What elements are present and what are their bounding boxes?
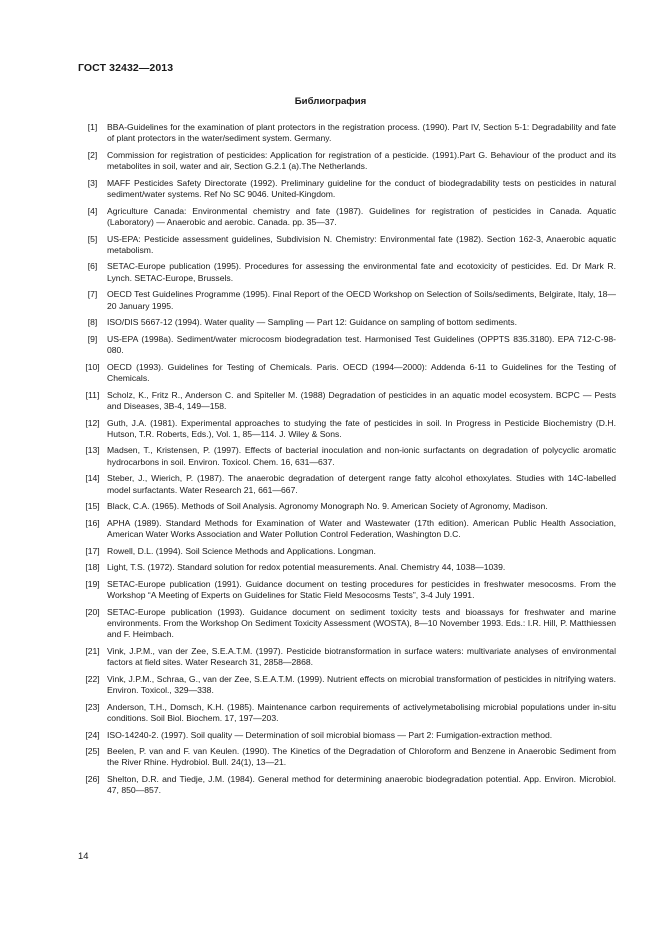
reference-text: Anderson, T.H., Domsch, K.H. (1985). Maintenance carbon requirements of activelymetabolising microbial populations under in-situ conditions. Soil Biol. Biochem. 17, 197—203. bbox=[107, 701, 616, 723]
reference-number: [20] bbox=[85, 606, 100, 617]
reference-number: [10] bbox=[85, 361, 100, 372]
reference-item bbox=[78, 418, 616, 441]
reference-text: Beelen, P. van and F. van Keulen. (1990). The Kinetics of the Degradation of Chloroform and Benzene in Anaerobic Sediment from the River Rhine. Hydrobiol. Bull. 24(1), 13—21. bbox=[107, 746, 616, 768]
reference-text: ISO-14240-2. (1997). Soil quality — Determination of soil microbial biomass — Part 2: Fumigation-extraction method. bbox=[107, 729, 553, 740]
page-number: 14 bbox=[78, 850, 89, 861]
reference-text: US-EPA (1998a). Sediment/water microcosm biodegradation test. Harmonised Test Guidelines (OPPTS 835.3180). EPA 712-C-98-080. bbox=[107, 333, 616, 356]
reference-text: Agriculture Canada: Environmental chemistry and fate (1987). Guidelines for registration of pesticides in Canada. Aquatic (Laboratory) — Anaerobic and aerobic. Canada. pp. 35—37. bbox=[107, 205, 616, 227]
reference-number: [5] bbox=[87, 233, 98, 244]
reference-item bbox=[78, 261, 616, 284]
reference-text: Black, C.A. (1965). Methods of Soil Analysis. Agronomy Monograph No. 9. American Society of Agronomy, Madison. bbox=[107, 501, 548, 512]
reference-text: SETAC-Europe publication (1995). Procedures for assessing the environmental fate and ecotoxicity of pesticides. Ed. Dr Mark R. Lynch. SETAC-Europe, Brussels. bbox=[107, 261, 616, 283]
reference-item bbox=[78, 317, 616, 328]
reference-text: BBA-Guidelines for the examination of plant protectors in the registration process. (1990). Part IV, Section 5-1: Degradability and fate of plant protectors in the water/sediment system. Germany. bbox=[107, 122, 616, 144]
reference-number: [22] bbox=[85, 673, 100, 684]
reference-item bbox=[78, 362, 616, 385]
reference-text: SETAC-Europe publication (1991). Guidance document on testing procedures for pesticides in freshwater mesocosms. From the Workshop “A Meeting of Experts on Guidelines for Static Field Mesocosms Tests”, 3-4 July 1991. bbox=[107, 578, 616, 601]
reference-number: [2] bbox=[87, 149, 98, 160]
reference-number: [14] bbox=[85, 473, 100, 484]
reference-number: [4] bbox=[87, 205, 98, 216]
reference-number: [15] bbox=[85, 501, 100, 512]
reference-text: SETAC-Europe publication (1993). Guidance document on sediment toxicity tests and bioassays for freshwater and marine environments. From the Workshop On Sediment Toxicity Assessment (WOSTA), 8—10 November 1993. Eds.: I.R. Hill, P. Matthiessen and F. Heimbach. bbox=[107, 606, 616, 640]
reference-number: [19] bbox=[85, 578, 100, 589]
reference-number: [12] bbox=[85, 417, 100, 428]
reference-item bbox=[78, 178, 616, 201]
reference-item bbox=[78, 607, 616, 641]
reference-text: Vink, J.P.M., van der Zee, S.E.A.T.M. (1997). Pesticide biotransformation in surface waters: multivariate analyses of environmental factors at field sites. Water Research 31, 2858—2868. bbox=[107, 645, 616, 668]
reference-number: [17] bbox=[85, 545, 100, 556]
reference-item bbox=[78, 562, 616, 573]
reference-item bbox=[78, 702, 616, 725]
reference-text: APHA (1989). Standard Methods for Examination of Water and Wastewater (17th edition). American Public Health Association, American Water Works Association and Water Pollution Control Federation, Washington D.C. bbox=[107, 517, 616, 540]
reference-item bbox=[78, 122, 616, 145]
reference-item bbox=[78, 746, 616, 769]
reference-text: OECD Test Guidelines Programme (1995). Final Report of the OECD Workshop on Selection of Soils/sediments, Belgirate, Italy, 18—20 January 1995. bbox=[107, 289, 616, 311]
reference-number: [9] bbox=[87, 333, 98, 344]
reference-number: [23] bbox=[85, 701, 100, 712]
reference-item bbox=[78, 546, 616, 557]
reference-number: [7] bbox=[87, 289, 98, 300]
reference-text: MAFF Pesticides Safety Directorate (1992). Preliminary guideline for the conduct of biodegradability tests on pesticides in natural sediment/water systems. Ref No SC 9046. United-Kingdom. bbox=[107, 177, 616, 200]
reference-text: Scholz, K., Fritz R., Anderson C. and Spiteller M. (1988) Degradation of pesticides in an aquatic model ecosystem. BCPC — Pests and Diseases, 3B-4, 149—158. bbox=[107, 389, 616, 411]
reference-item bbox=[78, 518, 616, 541]
reference-number: [21] bbox=[85, 645, 100, 656]
reference-number: [24] bbox=[85, 729, 100, 740]
reference-item bbox=[78, 501, 616, 512]
reference-item bbox=[78, 289, 616, 312]
reference-item bbox=[78, 579, 616, 602]
reference-item bbox=[78, 730, 616, 741]
reference-number: [6] bbox=[87, 261, 98, 272]
bibliography-list bbox=[78, 122, 616, 802]
reference-text: US-EPA: Pesticide assessment guidelines, Subdivision N. Chemistry: Environmental fate (1982). Section 162-3, Anaerobic aquatic metabolism. bbox=[107, 233, 616, 255]
reference-item bbox=[78, 445, 616, 468]
reference-number: [11] bbox=[85, 389, 100, 400]
reference-number: [18] bbox=[85, 562, 100, 573]
reference-text: Commission for registration of pesticides: Application for registration of a pesticide. (1991).Part G. Behaviour of the product and its metabolites in soil, water and air, Section G.2.1 (a).The Netherlands. bbox=[107, 149, 616, 172]
reference-item bbox=[78, 774, 616, 797]
reference-number: [26] bbox=[85, 774, 100, 785]
section-title: Библиография bbox=[294, 96, 367, 107]
reference-item bbox=[78, 150, 616, 173]
reference-number: [13] bbox=[85, 445, 100, 456]
reference-number: [3] bbox=[87, 177, 98, 188]
reference-item bbox=[78, 646, 616, 669]
reference-item bbox=[78, 206, 616, 229]
reference-text: OECD (1993). Guidelines for Testing of Chemicals. Paris. OECD (1994—2000): Addenda 6-11 to Guidelines for the Testing of Chemicals. bbox=[107, 361, 616, 384]
reference-number: [25] bbox=[85, 746, 100, 757]
reference-text: ISO/DIS 5667-12 (1994). Water quality — Sampling — Part 12: Guidance on sampling of bottom sediments. bbox=[107, 317, 517, 328]
reference-number: [16] bbox=[85, 517, 100, 528]
reference-item bbox=[78, 390, 616, 413]
reference-text: Guth, J.A. (1981). Experimental approaches to studying the fate of pesticides in soil. In Progress in Pesticide Biochemistry (D.H. Hutson, T.R. Roberts, Eds.), Vol. 1, 85—114. J. Wiley & Sons. bbox=[107, 417, 616, 439]
reference-text: Vink, J.P.M., Schraa, G., van der Zee, S.E.A.T.M. (1999). Nutrient effects on microbial transformation of pesticides in nitrifying waters. Environ. Toxicol., 329—338. bbox=[107, 673, 616, 696]
reference-item bbox=[78, 473, 616, 496]
reference-item bbox=[78, 674, 616, 697]
reference-text: Steber, J., Wierich, P. (1987). The anaerobic degradation of detergent range fatty alcohol ethoxylates. Studies with 14C-labelled model surfactants. Water Research 21, 661—667. bbox=[107, 473, 616, 495]
reference-text: Rowell, D.L. (1994). Soil Science Methods and Applications. Longman. bbox=[107, 545, 376, 556]
reference-text: Shelton, D.R. and Tiedje, J.M. (1984). General method for determining anaerobic biodegradation potential. App. Environ. Microbiol. 47, 850—857. bbox=[107, 774, 616, 796]
standard-header: ГОСТ 32432—2013 bbox=[78, 62, 174, 74]
reference-text: Madsen, T., Kristensen, P. (1997). Effects of bacterial inoculation and non-ionic surfactants on degradation of polycyclic aromatic hydrocarbons in soil. Environ. Toxicol. Chem. 16, 631—637. bbox=[107, 445, 616, 467]
reference-item bbox=[78, 234, 616, 257]
reference-text: Light, T.S. (1972). Standard solution for redox potential measurements. Anal. Chemistry 44, 1038—1039. bbox=[107, 562, 506, 573]
reference-item bbox=[78, 334, 616, 357]
reference-number: [1] bbox=[87, 122, 98, 132]
reference-number: [8] bbox=[87, 317, 98, 328]
